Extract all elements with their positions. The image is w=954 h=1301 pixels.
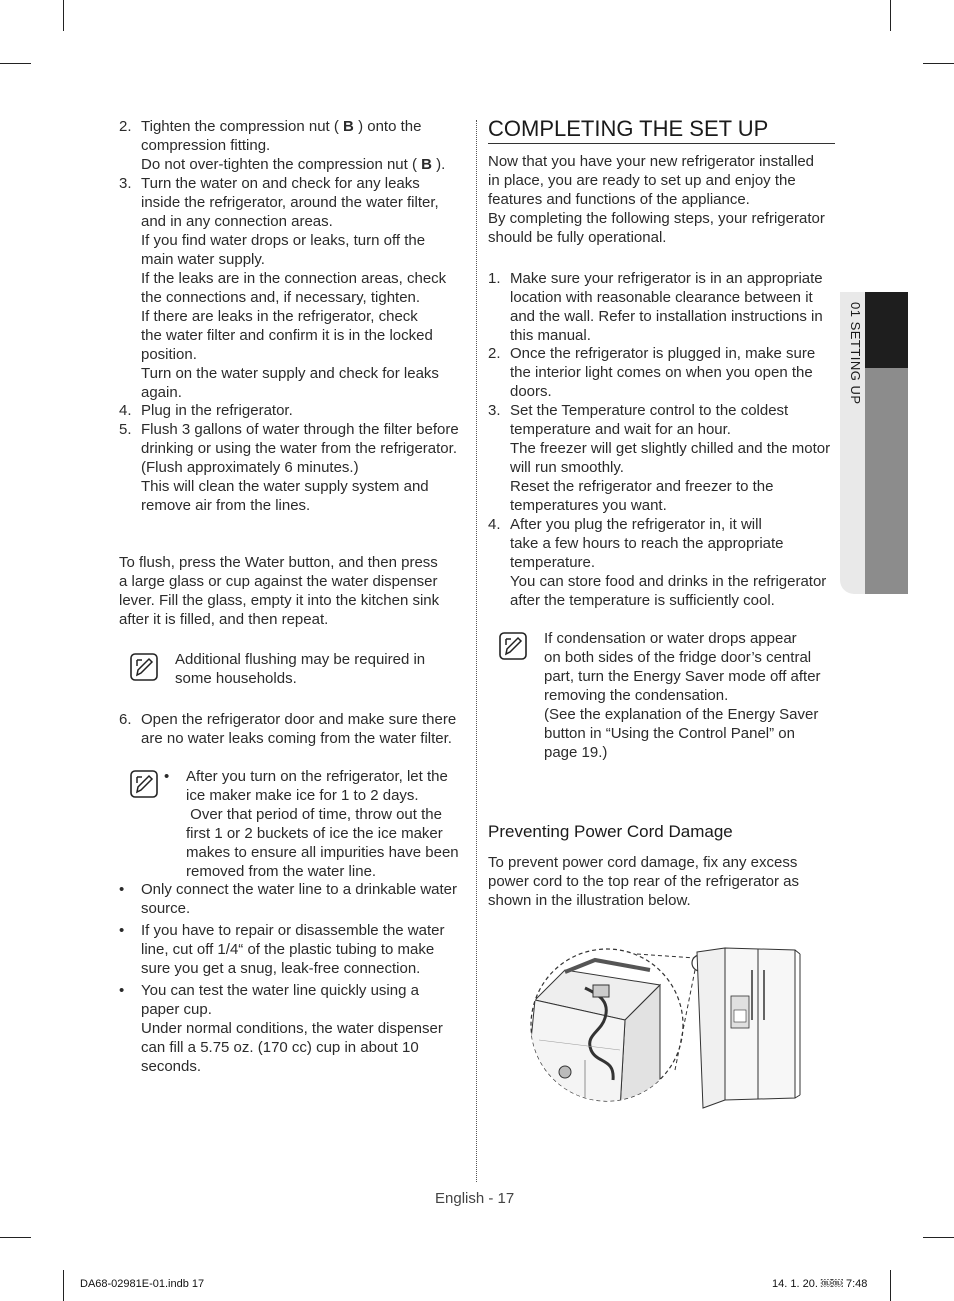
chapter-tab-label: 01 SETTING UP [848, 302, 863, 405]
text-line: first 1 or 2 buckets of ice the ice maker [186, 825, 443, 842]
text-line: part, turn the Energy Saver mode off after [544, 668, 821, 685]
section-heading: COMPLETING THE SET UP [488, 116, 835, 144]
text-line: The freezer will get slightly chilled and the motor [510, 440, 831, 457]
step-number: 2. [488, 345, 501, 362]
text-line: location with reasonable clearance between it [510, 289, 813, 306]
text-line: Additional flushing may be required in [175, 651, 426, 668]
text-line: seconds. [141, 1058, 202, 1075]
text-line: temperature. [510, 554, 596, 571]
text-line: Flush 3 gallons of water through the filter before [141, 421, 459, 438]
side-tab-strip [865, 368, 908, 594]
note-pencil-icon [130, 653, 158, 681]
text-line: temperature and wait for an hour. [510, 421, 731, 438]
step-number: 2. [119, 118, 132, 135]
text-line: after the temperature is sufficiently cool. [510, 592, 775, 609]
text-line: Over that period of time, throw out the [186, 806, 442, 823]
text-line: To flush, press the Water button, and then press [119, 554, 438, 571]
text-line: Turn on the water supply and check for leaks [141, 365, 439, 382]
note-pencil-icon [499, 632, 527, 660]
subsection-heading: Preventing Power Cord Damage [488, 822, 733, 841]
text-line: should be fully operational. [488, 229, 667, 246]
crop-mark [890, 0, 891, 31]
text-line: page 19.) [544, 744, 608, 761]
text-line: If condensation or water drops appear [544, 630, 797, 647]
text-line: compression fitting. [141, 137, 271, 154]
page-number: English - 17 [435, 1190, 515, 1207]
crop-mark [890, 1270, 891, 1301]
text-line: this manual. [510, 327, 591, 344]
text-line: Under normal conditions, the water dispenser [141, 1020, 443, 1037]
text-line: By completing the following steps, your refrigerator [488, 210, 825, 227]
text-line: after it is filled, and then repeat. [119, 611, 329, 628]
step-number: 3. [119, 175, 132, 192]
text-line: If you find water drops or leaks, turn off the [141, 232, 426, 249]
text-line: position. [141, 346, 197, 363]
step-number: 1. [488, 270, 501, 287]
text-line: take a few hours to reach the appropriate [510, 535, 784, 552]
text-line: line, cut off 1/4“ of the plastic tubing to make [141, 941, 435, 958]
fridge-power-cord-illustration [525, 940, 815, 1125]
text-line: makes to ensure all impurities have been [186, 844, 459, 861]
text-line: ice maker make ice for 1 to 2 days. [186, 787, 419, 804]
crop-mark [63, 0, 64, 31]
bullet-marker: • [119, 922, 125, 939]
text-line: on both sides of the fridge door’s central [544, 649, 812, 666]
text-line: doors. [510, 383, 552, 400]
text-line: the water filter and confirm it is in the locked [141, 327, 433, 344]
step-number: 6. [119, 711, 132, 728]
text-line: Tighten the compression nut ( B ) onto the [141, 118, 422, 135]
text-line: source. [141, 900, 191, 917]
text-line: If you have to repair or disassemble the water [141, 922, 445, 939]
text-line: paper cup. [141, 1001, 212, 1018]
bullet-marker: • [119, 982, 125, 999]
text-line: inside the refrigerator, around the water filter, [141, 194, 439, 211]
step-number: 4. [488, 516, 501, 533]
text-line: can fill a 5.75 oz. (170 cc) cup in about 10 [141, 1039, 419, 1056]
text-line: shown in the illustration below. [488, 892, 691, 909]
text-line: After you plug the refrigerator in, it will [510, 516, 762, 533]
note-pencil-icon [130, 770, 158, 798]
column-divider [476, 120, 477, 1182]
bullet-marker: • [164, 768, 170, 785]
text-line: (See the explanation of the Energy Saver [544, 706, 819, 723]
text-line: are no water leaks coming from the water filter. [141, 730, 452, 747]
step-number: 3. [488, 402, 501, 419]
text-line: a large glass or cup against the water dispenser [119, 573, 438, 590]
text-line: Do not over-tighten the compression nut ( B ). [141, 156, 446, 173]
text-line: button in “Using the Control Panel” on [544, 725, 795, 742]
text-line: drinking or using the water from the refrigerator. [141, 440, 457, 457]
crop-mark [63, 1270, 64, 1301]
text-line: You can store food and drinks in the refrigerator [510, 573, 827, 590]
crop-mark [923, 1237, 954, 1238]
text-line: (Flush approximately 6 minutes.) [141, 459, 359, 476]
side-tab-marker [865, 292, 908, 368]
text-line: removing the condensation. [544, 687, 729, 704]
text-line: Now that you have your new refrigerator installed [488, 153, 815, 170]
step-number: 4. [119, 402, 132, 419]
text-line: power cord to the top rear of the refrigerator as [488, 873, 799, 890]
print-slug-left: DA68-02981E-01.indb 17 [80, 1278, 205, 1290]
crop-mark [0, 63, 31, 64]
text-line: will run smoothly. [510, 459, 624, 476]
text-line: Only connect the water line to a drinkable water [141, 881, 458, 898]
text-line: features and functions of the appliance. [488, 191, 750, 208]
text-line: This will clean the water supply system and [141, 478, 429, 495]
text-line: Reset the refrigerator and freezer to the [510, 478, 774, 495]
bullet-marker: • [119, 881, 125, 898]
crop-mark [923, 63, 954, 64]
text-line: again. [141, 384, 182, 401]
text-line: Turn the water on and check for any leaks [141, 175, 420, 192]
refrigerator-icon [697, 948, 800, 1108]
text-line: You can test the water line quickly using a [141, 982, 419, 999]
crop-mark [0, 1237, 31, 1238]
text-line: If there are leaks in the refrigerator, check [141, 308, 418, 325]
text-line: in place, you are ready to set up and enjoy the [488, 172, 796, 189]
text-line: After you turn on the refrigerator, let the [186, 768, 448, 785]
text-line: sure you get a snug, leak-free connection. [141, 960, 421, 977]
text-line: removed from the water line. [186, 863, 377, 880]
text-line: and the wall. Refer to installation instructions in [510, 308, 823, 325]
text-line: Plug in the refrigerator. [141, 402, 293, 419]
text-line: Set the Temperature control to the coldest [510, 402, 789, 419]
print-slug-right: 14. 1. 20. ￼￼ 7:48 [772, 1278, 868, 1290]
text-line: temperatures you want. [510, 497, 667, 514]
text-line: remove air from the lines. [141, 497, 311, 514]
text-line: Make sure your refrigerator is in an appropriate [510, 270, 823, 287]
text-line: Once the refrigerator is plugged in, make sure [510, 345, 816, 362]
text-line: If the leaks are in the connection areas, check [141, 270, 447, 287]
text-line: lever. Fill the glass, empty it into the kitchen sink [119, 592, 440, 609]
text-line: To prevent power cord damage, fix any excess [488, 854, 798, 871]
text-line: the interior light comes on when you open the [510, 364, 813, 381]
text-line: main water supply. [141, 251, 265, 268]
text-line: the connections and, if necessary, tighten. [141, 289, 421, 306]
text-line: Open the refrigerator door and make sure there [141, 711, 457, 728]
text-line: and in any connection areas. [141, 213, 333, 230]
text-line: some households. [175, 670, 297, 687]
step-number: 5. [119, 421, 132, 438]
